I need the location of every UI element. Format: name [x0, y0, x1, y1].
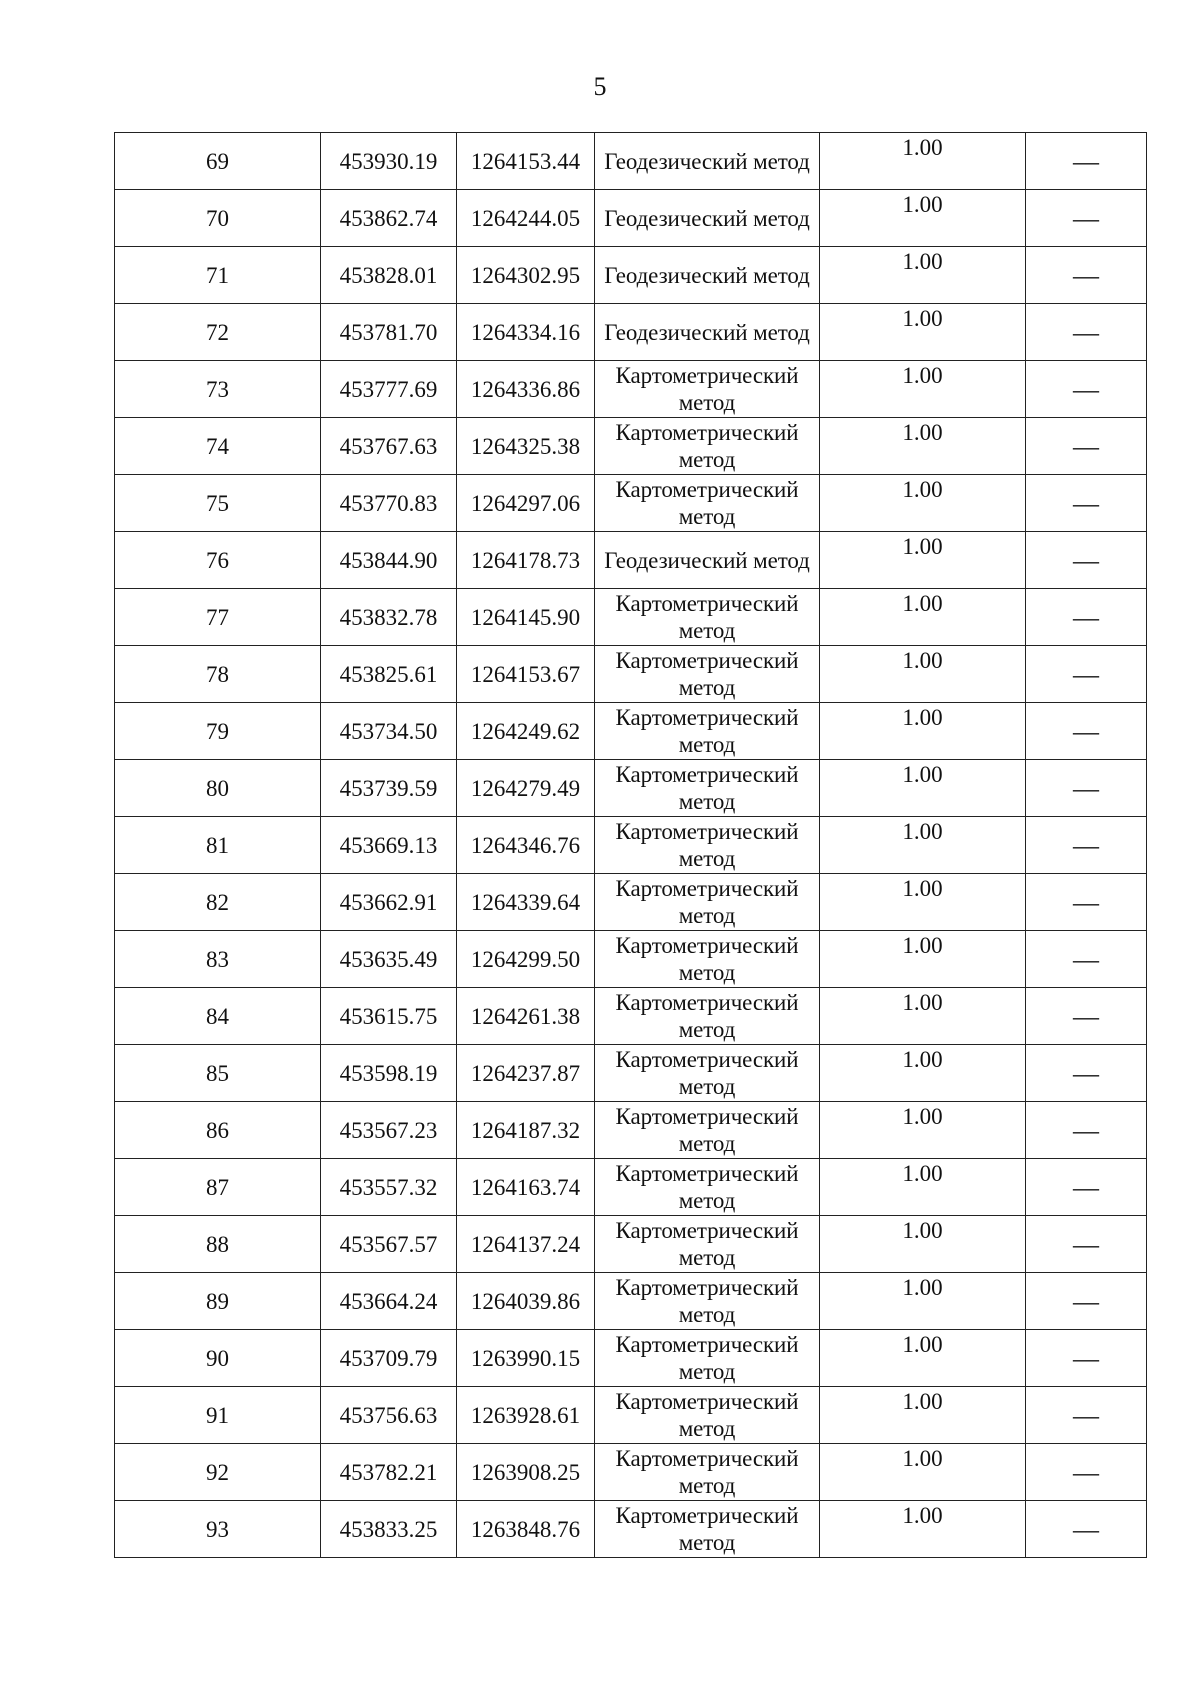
precision-cell: 1.00	[820, 247, 1026, 304]
point-number-cell: 76	[115, 532, 321, 589]
table-row	[115, 1444, 1147, 1501]
description-cell: —	[1026, 475, 1147, 532]
description-cell: —	[1026, 988, 1147, 1045]
point-number-cell: 69	[115, 133, 321, 190]
method-cell: Геодезический метод	[595, 190, 820, 247]
coordinate-x-cell: 453825.61	[321, 646, 457, 703]
method-cell: Картометрический метод	[595, 1045, 820, 1102]
point-number-cell: 91	[115, 1387, 321, 1444]
point-number-cell: 87	[115, 1159, 321, 1216]
precision-cell: 1.00	[820, 1444, 1026, 1501]
precision-cell: 1.00	[820, 817, 1026, 874]
coordinate-y-cell: 1264302.95	[457, 247, 595, 304]
description-cell: —	[1026, 361, 1147, 418]
coordinate-x-cell: 453833.25	[321, 1501, 457, 1558]
description-cell: —	[1026, 133, 1147, 190]
coordinate-x-cell: 453739.59	[321, 760, 457, 817]
coordinate-y-cell: 1264339.64	[457, 874, 595, 931]
precision-cell: 1.00	[820, 133, 1026, 190]
table-row	[115, 1216, 1147, 1273]
precision-cell: 1.00	[820, 1330, 1026, 1387]
description-cell: —	[1026, 589, 1147, 646]
description-cell: —	[1026, 1501, 1147, 1558]
table-row	[115, 1273, 1147, 1330]
method-cell: Геодезический метод	[595, 304, 820, 361]
coordinate-x-cell: 453777.69	[321, 361, 457, 418]
method-cell: Картометрический метод	[595, 1444, 820, 1501]
coordinate-y-cell: 1264336.86	[457, 361, 595, 418]
precision-cell: 1.00	[820, 1159, 1026, 1216]
description-cell: —	[1026, 1330, 1147, 1387]
point-number-cell: 81	[115, 817, 321, 874]
coordinate-x-cell: 453781.70	[321, 304, 457, 361]
table-row	[115, 247, 1147, 304]
coordinates-table-body	[115, 133, 1147, 1558]
coordinate-y-cell: 1264178.73	[457, 532, 595, 589]
description-cell: —	[1026, 190, 1147, 247]
coordinate-y-cell: 1264346.76	[457, 817, 595, 874]
method-cell: Геодезический метод	[595, 532, 820, 589]
description-cell: —	[1026, 1159, 1147, 1216]
coordinate-x-cell: 453844.90	[321, 532, 457, 589]
method-cell: Картометрический метод	[595, 874, 820, 931]
coordinate-x-cell: 453598.19	[321, 1045, 457, 1102]
description-cell: —	[1026, 874, 1147, 931]
table-row	[115, 361, 1147, 418]
coordinate-y-cell: 1264039.86	[457, 1273, 595, 1330]
description-cell: —	[1026, 646, 1147, 703]
point-number-cell: 93	[115, 1501, 321, 1558]
table-row	[115, 589, 1147, 646]
description-cell: —	[1026, 247, 1147, 304]
coordinate-x-cell: 453567.57	[321, 1216, 457, 1273]
method-cell: Картометрический метод	[595, 361, 820, 418]
coordinate-y-cell: 1264237.87	[457, 1045, 595, 1102]
method-cell: Картометрический метод	[595, 931, 820, 988]
coordinate-x-cell: 453832.78	[321, 589, 457, 646]
point-number-cell: 73	[115, 361, 321, 418]
table-row	[115, 532, 1147, 589]
point-number-cell: 88	[115, 1216, 321, 1273]
coordinate-y-cell: 1264297.06	[457, 475, 595, 532]
description-cell: —	[1026, 1387, 1147, 1444]
point-number-cell: 72	[115, 304, 321, 361]
precision-cell: 1.00	[820, 931, 1026, 988]
table-row	[115, 988, 1147, 1045]
description-cell: —	[1026, 817, 1147, 874]
point-number-cell: 74	[115, 418, 321, 475]
coordinate-y-cell: 1263848.76	[457, 1501, 595, 1558]
method-cell: Геодезический метод	[595, 133, 820, 190]
precision-cell: 1.00	[820, 1216, 1026, 1273]
coordinate-y-cell: 1264249.62	[457, 703, 595, 760]
point-number-cell: 82	[115, 874, 321, 931]
precision-cell: 1.00	[820, 1045, 1026, 1102]
table-row	[115, 304, 1147, 361]
precision-cell: 1.00	[820, 532, 1026, 589]
table-row	[115, 874, 1147, 931]
precision-cell: 1.00	[820, 304, 1026, 361]
coordinate-y-cell: 1264299.50	[457, 931, 595, 988]
method-cell: Картометрический метод	[595, 589, 820, 646]
coordinate-y-cell: 1264153.44	[457, 133, 595, 190]
table-row	[115, 1330, 1147, 1387]
coordinate-x-cell: 453567.23	[321, 1102, 457, 1159]
precision-cell: 1.00	[820, 361, 1026, 418]
method-cell: Картометрический метод	[595, 817, 820, 874]
method-cell: Картометрический метод	[595, 1330, 820, 1387]
table-row	[115, 703, 1147, 760]
description-cell: —	[1026, 418, 1147, 475]
coordinate-y-cell: 1264153.67	[457, 646, 595, 703]
coordinate-x-cell: 453664.24	[321, 1273, 457, 1330]
description-cell: —	[1026, 304, 1147, 361]
coordinate-x-cell: 453615.75	[321, 988, 457, 1045]
coordinate-x-cell: 453662.91	[321, 874, 457, 931]
description-cell: —	[1026, 703, 1147, 760]
precision-cell: 1.00	[820, 1501, 1026, 1558]
coordinate-x-cell: 453770.83	[321, 475, 457, 532]
coordinate-x-cell: 453709.79	[321, 1330, 457, 1387]
method-cell: Картометрический метод	[595, 1501, 820, 1558]
table-row	[115, 760, 1147, 817]
table-row	[115, 1387, 1147, 1444]
coordinate-x-cell: 453930.19	[321, 133, 457, 190]
coordinate-x-cell: 453635.49	[321, 931, 457, 988]
coordinate-y-cell: 1264187.32	[457, 1102, 595, 1159]
coordinate-x-cell: 453862.74	[321, 190, 457, 247]
precision-cell: 1.00	[820, 418, 1026, 475]
description-cell: —	[1026, 1045, 1147, 1102]
point-number-cell: 86	[115, 1102, 321, 1159]
table-row	[115, 817, 1147, 874]
precision-cell: 1.00	[820, 190, 1026, 247]
table-row	[115, 931, 1147, 988]
point-number-cell: 79	[115, 703, 321, 760]
description-cell: —	[1026, 931, 1147, 988]
table-row	[115, 1501, 1147, 1558]
point-number-cell: 89	[115, 1273, 321, 1330]
coordinate-y-cell: 1264145.90	[457, 589, 595, 646]
method-cell: Картометрический метод	[595, 1102, 820, 1159]
method-cell: Картометрический метод	[595, 1387, 820, 1444]
coordinate-y-cell: 1263908.25	[457, 1444, 595, 1501]
precision-cell: 1.00	[820, 1387, 1026, 1444]
table-row	[115, 1159, 1147, 1216]
coordinate-x-cell: 453669.13	[321, 817, 457, 874]
precision-cell: 1.00	[820, 1273, 1026, 1330]
point-number-cell: 80	[115, 760, 321, 817]
coordinate-x-cell: 453782.21	[321, 1444, 457, 1501]
table-row	[115, 1045, 1147, 1102]
point-number-cell: 75	[115, 475, 321, 532]
method-cell: Картометрический метод	[595, 646, 820, 703]
point-number-cell: 92	[115, 1444, 321, 1501]
coordinate-x-cell: 453767.63	[321, 418, 457, 475]
description-cell: —	[1026, 1216, 1147, 1273]
method-cell: Картометрический метод	[595, 1273, 820, 1330]
table-row	[115, 646, 1147, 703]
precision-cell: 1.00	[820, 646, 1026, 703]
method-cell: Картометрический метод	[595, 703, 820, 760]
coordinate-x-cell: 453557.32	[321, 1159, 457, 1216]
coordinate-x-cell: 453828.01	[321, 247, 457, 304]
coordinate-y-cell: 1264279.49	[457, 760, 595, 817]
page-number: 5	[593, 72, 607, 101]
precision-cell: 1.00	[820, 760, 1026, 817]
precision-cell: 1.00	[820, 1102, 1026, 1159]
precision-cell: 1.00	[820, 475, 1026, 532]
method-cell: Картометрический метод	[595, 475, 820, 532]
method-cell: Геодезический метод	[595, 247, 820, 304]
point-number-cell: 85	[115, 1045, 321, 1102]
precision-cell: 1.00	[820, 703, 1026, 760]
coordinate-y-cell: 1264244.05	[457, 190, 595, 247]
table-row	[115, 1102, 1147, 1159]
coordinate-x-cell: 453756.63	[321, 1387, 457, 1444]
point-number-cell: 78	[115, 646, 321, 703]
method-cell: Картометрический метод	[595, 1159, 820, 1216]
coordinate-y-cell: 1263990.15	[457, 1330, 595, 1387]
table-row	[115, 475, 1147, 532]
point-number-cell: 70	[115, 190, 321, 247]
point-number-cell: 77	[115, 589, 321, 646]
precision-cell: 1.00	[820, 589, 1026, 646]
description-cell: —	[1026, 532, 1147, 589]
description-cell: —	[1026, 1102, 1147, 1159]
method-cell: Картометрический метод	[595, 988, 820, 1045]
description-cell: —	[1026, 1444, 1147, 1501]
coordinate-y-cell: 1264163.74	[457, 1159, 595, 1216]
point-number-cell: 84	[115, 988, 321, 1045]
coordinates-table	[114, 132, 1147, 1558]
table-row	[115, 133, 1147, 190]
description-cell: —	[1026, 760, 1147, 817]
point-number-cell: 83	[115, 931, 321, 988]
table-row	[115, 190, 1147, 247]
coordinate-y-cell: 1264325.38	[457, 418, 595, 475]
precision-cell: 1.00	[820, 988, 1026, 1045]
coordinate-x-cell: 453734.50	[321, 703, 457, 760]
coordinate-y-cell: 1263928.61	[457, 1387, 595, 1444]
table-row	[115, 418, 1147, 475]
point-number-cell: 90	[115, 1330, 321, 1387]
coordinate-y-cell: 1264261.38	[457, 988, 595, 1045]
method-cell: Картометрический метод	[595, 1216, 820, 1273]
description-cell: —	[1026, 1273, 1147, 1330]
method-cell: Картометрический метод	[595, 760, 820, 817]
coordinate-y-cell: 1264334.16	[457, 304, 595, 361]
method-cell: Картометрический метод	[595, 418, 820, 475]
coordinate-y-cell: 1264137.24	[457, 1216, 595, 1273]
precision-cell: 1.00	[820, 874, 1026, 931]
point-number-cell: 71	[115, 247, 321, 304]
